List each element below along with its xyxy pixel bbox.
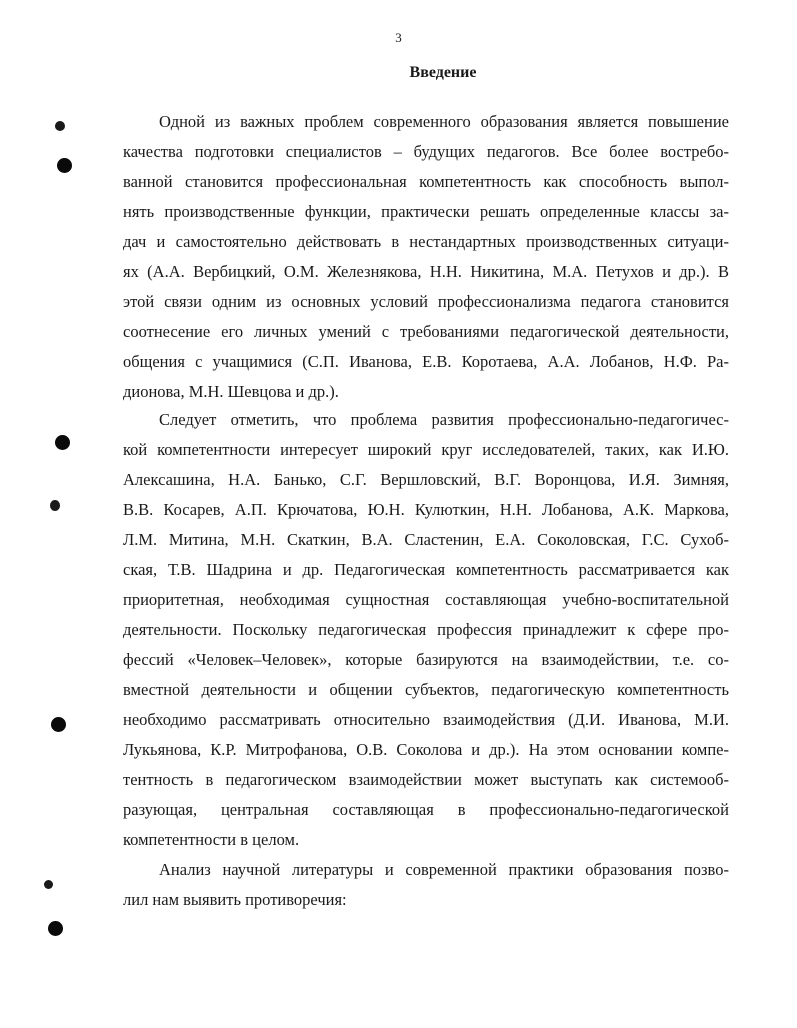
text-line: Лукьянова, К.Р. Митрофанова, О.В. Соколова и др.). На этом основании компе- <box>123 740 729 759</box>
text-line: этой связи одним из основных условий профессионализма педагога становится <box>123 292 729 311</box>
text-line: ванной становится профессиональная компетентность как способность выпол- <box>123 172 729 191</box>
page-number: 3 <box>395 30 402 45</box>
text-line: Одной из важных проблем современного образования является повышение <box>159 112 729 131</box>
punch-hole <box>48 921 63 936</box>
text-line: дач и самостоятельно действовать в нестандартных производственных ситуаци- <box>123 232 729 251</box>
scan-speck <box>44 880 53 889</box>
punch-hole <box>51 717 66 732</box>
text-line: ях (А.А. Вербицкий, О.М. Железнякова, Н.Н. Никитина, М.А. Петухов и др.). В <box>123 262 729 281</box>
section-heading: Введение <box>409 64 477 81</box>
text-line: компетентности в целом. <box>123 830 300 849</box>
text-line: приоритетная, необходимая сущностная составляющая учебно-воспитательной <box>123 590 729 609</box>
text-line: Анализ научной литературы и современной практики образования позво- <box>159 860 729 879</box>
text-line: необходимо рассматривать относительно взаимодействия (Д.И. Иванова, М.И. <box>123 710 729 729</box>
text-line: Следует отметить, что проблема развития профессионально-педагогичес- <box>159 410 729 429</box>
text-line: деятельности. Поскольку педагогическая профессия принадлежит к сфере про- <box>123 620 729 639</box>
text-line: нять производственные функции, практически решать определенные классы за- <box>123 202 729 221</box>
scan-speck <box>55 121 65 131</box>
text-line: общения с учащимися (С.П. Иванова, Е.В. Коротаева, А.А. Лобанов, Н.Ф. Ра- <box>123 352 729 371</box>
text-line: тентность в педагогическом взаимодействии может выступать как системооб- <box>123 770 729 789</box>
text-line: кой компетентности интересует широкий круг исследователей, таких, как И.Ю. <box>123 440 729 459</box>
text-line: ская, Т.В. Шадрина и др. Педагогическая компетентность рассматривается как <box>123 560 729 579</box>
text-line: качества подготовки специалистов – будущих педагогов. Все более востребо- <box>123 142 729 161</box>
punch-hole <box>57 158 72 173</box>
text-line: фессий «Человек–Человек», которые базируются на взаимодействии, т.е. со- <box>123 650 729 669</box>
text-line: Л.М. Митина, М.Н. Скаткин, В.А. Сластенин, Е.А. Соколовская, Г.С. Сухоб- <box>123 530 729 549</box>
text-line: вместной деятельности и общении субъектов, педагогическую компетентность <box>123 680 729 699</box>
text-line: лил нам выявить противоречия: <box>123 890 347 909</box>
text-line: дионова, М.Н. Шевцова и др.). <box>123 382 339 401</box>
scan-speck <box>50 500 60 511</box>
text-line: соотнесение его личных умений с требованиями педагогической деятельности, <box>123 322 729 341</box>
punch-hole <box>55 435 70 450</box>
text-line: разующая, центральная составляющая в профессионально-педагогической <box>123 800 729 819</box>
text-line: Алексашина, Н.А. Банько, С.Г. Вершловский, В.Г. Воронцова, И.Я. Зимняя, <box>123 470 729 489</box>
text-line: В.В. Косарев, А.П. Крючатова, Ю.Н. Кулюткин, Н.Н. Лобанова, А.К. Маркова, <box>123 500 729 519</box>
